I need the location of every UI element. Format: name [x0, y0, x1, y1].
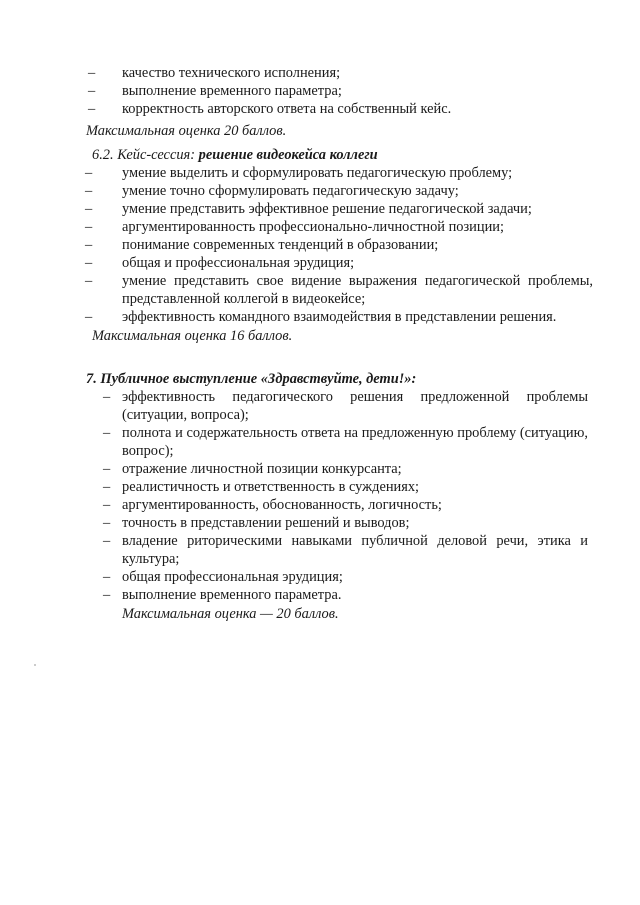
list-item: [103, 478, 588, 496]
list-item: [85, 236, 593, 254]
list-item-text: точность в представлении решений и выводов;: [122, 515, 410, 531]
max-score-note: Максимальная оценка 20 баллов.: [86, 123, 287, 139]
list-dash: –: [103, 569, 111, 585]
list-item: [85, 254, 593, 272]
list-item: [85, 182, 593, 200]
list-item-text: аргументированность, обоснованность, логичность;: [122, 497, 442, 513]
list-item-text: качество технического исполнения;: [122, 65, 341, 81]
list-dash: –: [103, 479, 111, 495]
list-dash: –: [103, 461, 111, 477]
list-item-text: умение представить свое видение выражения педагогической проблемы, представленной коллегой в видеокейсе;: [122, 273, 593, 307]
list-item-text: владение риторическими навыками публичной деловой речи, этика и культура;: [122, 533, 588, 567]
list-dash: –: [103, 587, 111, 603]
list-dash: –: [103, 425, 111, 441]
section-label: Кейс-сессия:: [117, 147, 196, 163]
list-item: [103, 460, 588, 478]
list-item: [85, 218, 593, 236]
list-item: [103, 424, 588, 460]
list-dash: –: [85, 309, 93, 325]
list-item: [103, 568, 588, 586]
section-title: Публичное выступление «Здравствуйте, дети!»:: [100, 371, 417, 387]
list-item-text: выполнение временного параметра.: [122, 587, 342, 603]
list-dash: –: [88, 101, 96, 117]
criteria-list-previous: [88, 64, 558, 118]
max-score-note: Максимальная оценка 16 баллов.: [92, 328, 293, 344]
list-item-text: корректность авторского ответа на собственный кейс.: [122, 101, 452, 117]
list-item: [85, 272, 593, 308]
scan-speck: [34, 664, 36, 666]
list-item-text: умение выделить и сформулировать педагогическую проблему;: [122, 165, 513, 181]
list-dash: –: [88, 65, 96, 81]
criteria-list-7: [103, 388, 588, 604]
list-item-text: реалистичность и ответственность в суждениях;: [122, 479, 420, 495]
list-item-text: умение точно сформулировать педагогическую задачу;: [122, 183, 459, 199]
list-dash: –: [85, 201, 93, 217]
list-item-text: аргументированность профессионально-личностной позиции;: [122, 219, 504, 235]
list-dash: –: [85, 219, 93, 235]
list-item: [103, 586, 588, 604]
list-dash: –: [85, 165, 93, 181]
section-title: решение видеокейса коллеги: [198, 147, 378, 163]
section-heading-6-2: [92, 146, 378, 164]
list-item-text: полнота и содержательность ответа на предложенную проблему (ситуацию, вопрос);: [122, 425, 588, 459]
list-item-text: понимание современных тенденций в образовании;: [122, 237, 439, 253]
list-item-text: эффективность командного взаимодействия в представлении решения.: [122, 309, 557, 325]
list-item-text: умение представить эффективное решение педагогической задачи;: [122, 201, 532, 217]
section-number: 6.2.: [92, 147, 114, 163]
list-dash: –: [88, 83, 96, 99]
list-item-text: общая и профессиональная эрудиция;: [122, 255, 355, 271]
list-dash: –: [103, 515, 111, 531]
section-number: 7.: [86, 371, 97, 387]
list-item: [88, 82, 558, 100]
list-item-text: общая профессиональная эрудиция;: [122, 569, 343, 585]
list-dash: –: [85, 237, 93, 253]
list-item-text: выполнение временного параметра;: [122, 83, 342, 99]
list-dash: –: [85, 273, 93, 289]
list-item-text: отражение личностной позиции конкурсанта;: [122, 461, 402, 477]
criteria-list-6-2: [85, 164, 593, 326]
list-item: [103, 496, 588, 514]
list-dash: –: [103, 497, 111, 513]
max-score-note: Максимальная оценка — 20 баллов.: [122, 606, 339, 622]
list-item-text: эффективность педагогического решения предложенной проблемы (ситуации, вопроса);: [122, 389, 588, 423]
list-item: [85, 164, 593, 182]
list-item: [103, 514, 588, 532]
list-dash: –: [85, 255, 93, 271]
section-heading-7: [86, 370, 416, 388]
list-item: [85, 200, 593, 218]
list-dash: –: [85, 183, 93, 199]
list-item: [85, 308, 593, 326]
list-item: [88, 64, 558, 82]
list-dash: –: [103, 533, 111, 549]
list-item: [103, 532, 588, 568]
list-item: [88, 100, 558, 118]
list-item: [103, 388, 588, 424]
list-dash: –: [103, 389, 111, 405]
